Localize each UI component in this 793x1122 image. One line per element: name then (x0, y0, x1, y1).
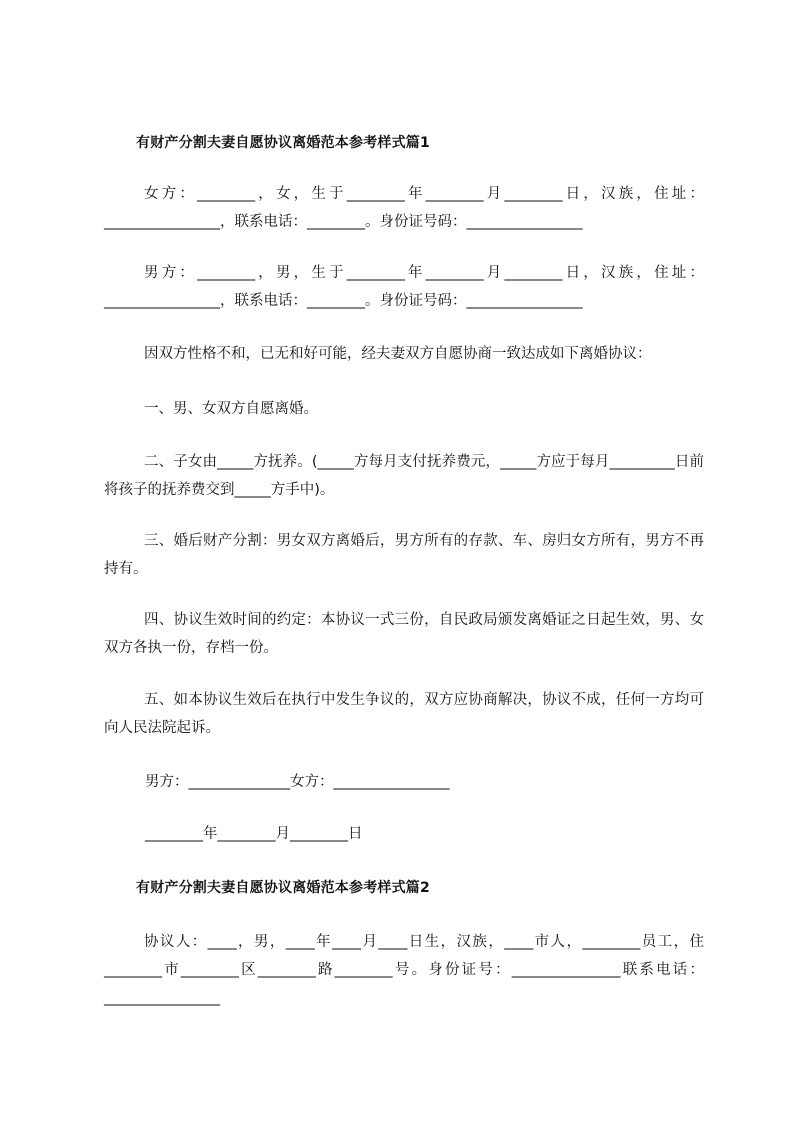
clause-4-paragraph: 四、协议生效时间的约定：本协议一式三份，自民政局颁发离婚证之日起生效，男、女双方各执一份，存档一份。 (104, 612, 704, 656)
clause-2-paragraph: 二、子女由_____方抚养。(_____方每月支付抚养费元，_____方应于每月_________日前将孩子的抚养费交到_____方手中)。 (104, 454, 704, 498)
clause-3-paragraph: 三、婚后财产分割：男女双方离婚后，男方所有的存款、车、房归女方所有，男方不再持有。 (104, 533, 704, 577)
clause-1-paragraph: 一、男、女双方自愿离婚。 (144, 401, 318, 417)
signature-line: 男方：______________女方：________________ (145, 774, 450, 790)
party-info-paragraph: 协议人：____，男，____年____月____日生，汉族，____市人，________员工，住________市________区________路________号。身份证号：_______________联系电话：________________ (104, 934, 704, 1006)
female-info-paragraph: 女方：________，女，生于________年________月________日，汉族，住址：________________，联系电话：________。身份证号码：________________ (104, 186, 704, 230)
section-heading-2: 有财产分割夫妻自愿协议离婚范本参考样式篇2 (136, 880, 430, 896)
intro-paragraph: 因双方性格不和，已无和好可能，经夫妻双方自愿协商一致达成如下离婚协议： (144, 346, 652, 362)
section-heading-1: 有财产分割夫妻自愿协议离婚范本参考样式篇1 (136, 135, 430, 151)
date-line: ________年________月________日 (145, 826, 363, 842)
male-info-paragraph: 男方：________，男，生于________年________月________日，汉族，住址：________________，联系电话：________。身份证号码：________________ (104, 265, 704, 309)
clause-5-paragraph: 五、如本协议生效后在执行中发生争议的，双方应协商解决，协议不成，任何一方均可向人民法院起诉。 (104, 692, 704, 736)
